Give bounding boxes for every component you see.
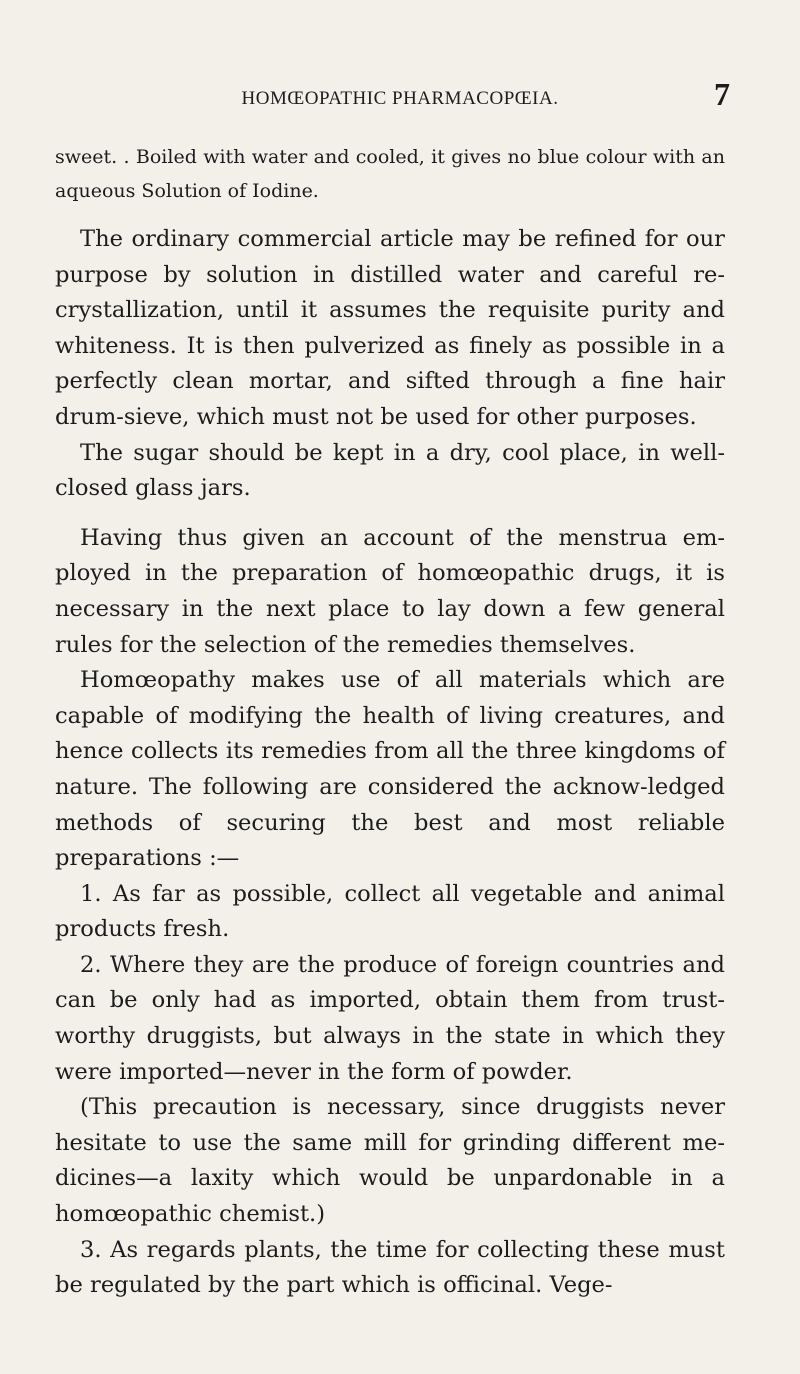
paragraph-commercial-article: The ordinary commercial article may be refined for our purpose by solution in distilled water and careful re-crystallization, until it assumes the requisite purity and whiteness. It is then pulverized as finely as possible in a perfectly clean mortar, and sifted through a fine hair drum-sieve, which must not be used for other purposes. xyxy=(55,226,725,430)
list-item-2: 2. Where they are the produce of foreign countries and can be only had as imported, obtain them from trust-worthy druggists, but always in the state in which they were imported—never in the form of powder. xyxy=(55,951,725,1085)
paragraph-precaution: (This precaution is necessary, since druggists never hesitate to use the same mill for grinding different me-dicines—a laxity which would be unpardonable in a homœopathic chemist.) xyxy=(55,1094,725,1228)
paragraph-menstrua: Having thus given an account of the menstrua em-ployed in the preparation of homœopathic drugs, it is necessary in the next place to lay down a few general rules for the selection of the remedies themselves. xyxy=(55,524,725,658)
paragraph-sugar-storage: The sugar should be kept in a dry, cool place, in well-closed glass jars. xyxy=(55,439,725,502)
paragraph-sweet-boiled: sweet. . Boiled with water and cooled, it gives no blue colour with an aqueous Solution of Iodine. xyxy=(55,146,725,202)
list-item-1: 1. As far as possible, collect all vegetable and animal products fresh. xyxy=(55,880,725,943)
list-item-3: 3. As regards plants, the time for collecting these must be regulated by the part which is officinal. Vege- xyxy=(55,1236,725,1299)
running-head: HOMŒOPATHIC PHARMACOPŒIA. xyxy=(241,88,559,109)
paragraph-homoeopathy-materials: Homœopathy makes use of all materials which are capable of modifying the health of living creatures, and hence collects its remedies from all the three kingdoms of nature. The following are considered the acknow-ledged methods of securing the best and most reliable preparations :— xyxy=(55,667,725,872)
page-header xyxy=(70,76,730,122)
body-text xyxy=(55,140,725,1304)
page-number: 7 xyxy=(714,76,730,112)
